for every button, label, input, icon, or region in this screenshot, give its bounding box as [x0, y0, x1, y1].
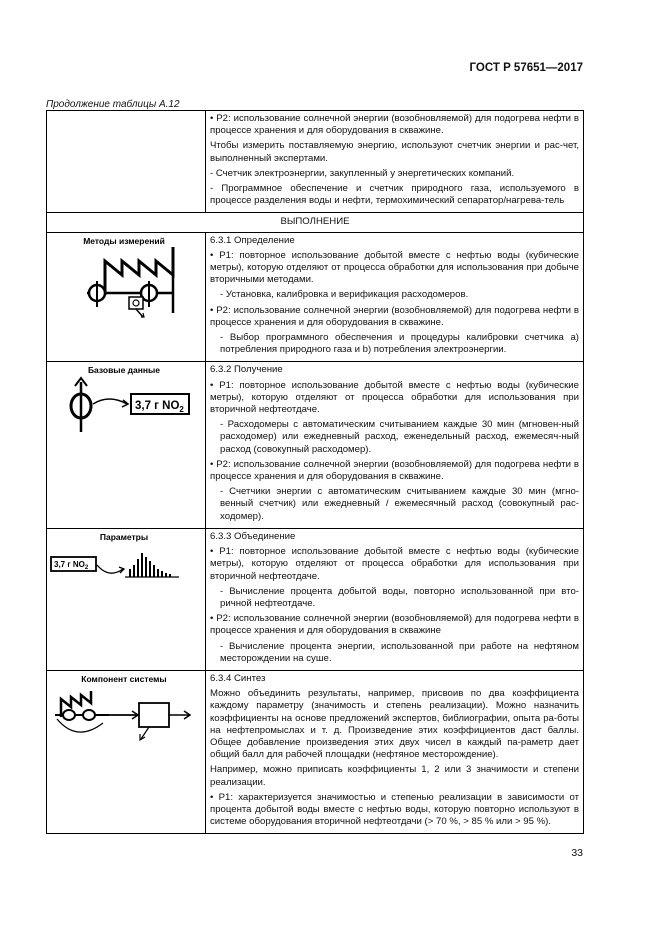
table-row	[47, 111, 584, 213]
histogram-icon	[129, 553, 171, 577]
row-heading: 6.3.1 Определение	[210, 234, 295, 246]
figure-label: Компонент системы	[81, 673, 167, 684]
curved-arrow-icon	[93, 399, 127, 404]
table-row	[47, 232, 584, 362]
data-value: 3,7 г $NO_2$	[54, 559, 89, 571]
row-heading: 6.3.4 Синтез	[210, 672, 266, 684]
paragraph: • P1: повторное использование добытой вместе с нефтью воды (кубические метры), которую отделяют от процесса обработки для использования при вторичной нефтеотдаче.	[210, 379, 579, 416]
base-data-figure	[49, 364, 199, 444]
paragraph: - Программное обеспечение и счетчик природного газа, используемого в процессе разделения воды и нефти, термохимический сепаратор/нагрева-тель	[210, 183, 579, 207]
paragraph: - Вычисление процента энергии, использованной при работе на нефтяном месторождении на суше.	[220, 640, 579, 664]
sawtooth-graph-icon	[105, 247, 173, 295]
paragraph: • P2: использование солнечной энергии (возобновляемой) для подогрева нефти в процессе хранения и для оборудования в скважине.	[210, 458, 579, 483]
data-value: 3,7 г $NO_2$	[135, 400, 184, 415]
paragraph: • P1: повторное использование добытой вместе с нефтью воды (кубические метры), которую отделяют от процесса обработки для использования при добыче вторичными методами.	[210, 249, 579, 286]
figure-cell	[47, 232, 206, 362]
measurement-methods-figure	[49, 235, 199, 335]
flowmeter-icon	[63, 710, 75, 720]
curved-arrow-icon	[97, 565, 123, 573]
paragraph: Чтобы измерить поставляемую энергию, используют счетчик энергии и рас-чет, выполненный экспертами.	[210, 140, 579, 164]
paragraph: - Установка, калибровка и верификация расходомеров.	[220, 289, 469, 301]
paragraph: • P2: использование солнечной энергии (возобновляемой) для подогрева нефти в процессе хранения и для оборудования в скважине.	[210, 113, 579, 137]
paragraph: • P2: использование солнечной энергии (возобновляемой) для подогрева нефти в процессе хранения и для оборудования в скважине	[210, 613, 579, 637]
paragraph: - Вычисление процента добытой воды, повторно использованной при вто-ричной нефтеотдаче.	[220, 585, 579, 609]
page-number: 33	[571, 847, 583, 859]
arrow-icon	[136, 309, 143, 317]
methods-table	[46, 110, 584, 834]
curved-arrow-icon	[57, 719, 103, 732]
text-cell	[206, 232, 584, 362]
figure-cell	[47, 528, 206, 670]
paragraph: Например, можно приписать коэффициенты 1, 2 или 3 значимости и степени реализации.	[210, 764, 579, 788]
paragraph: - Расходомеры с автоматическим считыванием каждые 30 мин (мгновен-ный расходомер) или ежедневный расход, еженедельный расход, ежемесяч-ный расход (совокупный расходомер).	[220, 419, 579, 455]
section-row	[47, 213, 584, 232]
table-row	[47, 362, 584, 528]
paragraph: • P2: использование солнечной энергии (возобновляемой) для подогрева нефти в процессе хранения и для оборудования в скважине.	[210, 304, 579, 328]
figure-label: Методы измерений	[83, 235, 165, 246]
row-heading: 6.3.2 Получение	[210, 364, 283, 376]
paragraph: - Счетчики энергии с автоматическим считыванием каждые 30 мин (мгно-венный счетчик) или ежедневный / ежемесячный расход (совокупный рас-ходомер).	[220, 486, 579, 522]
paragraph: Можно объединить результаты, например, присвоив по два коэффициента каждому параметру (значимость и степень реализации). Можно назначить коэффициенты на основе предложений экспертов, библиографии, опыта ра-боты на нефтепромыслах и т. д. Произведение этих коэффициентов даст баллы. Общее добавление произведения этих двух чисел в каждый па-раметр дает общий балл для рабочей площадки (нефтяное месторождение).	[210, 688, 579, 761]
figure-label: Базовые данные	[87, 365, 161, 376]
parameters-figure	[49, 531, 199, 591]
paragraph: • P1: характеризуется значимостью и степенью реализации в зависимости от процента добытой воды вместе с нефтью воды, которую повторно используют в системе оборудования вторичной нефтеотдачи (> 70 %, > 85 % или > 95 %).	[210, 791, 579, 828]
text-cell	[206, 670, 584, 833]
standard-header: ГОСТ Р 57651—2017	[469, 62, 583, 74]
meter-box-icon	[129, 297, 143, 309]
table-row	[47, 528, 584, 670]
row-heading: 6.3.3 Объединение	[210, 530, 296, 542]
figure-cell	[47, 670, 206, 833]
system-component-figure	[49, 673, 199, 753]
system-box-icon	[139, 703, 169, 727]
flowmeter-icon	[83, 710, 95, 720]
figure-cell	[47, 362, 206, 528]
figure-label: Параметры	[99, 531, 149, 542]
text-cell	[206, 111, 584, 213]
text-cell	[206, 528, 584, 670]
table-row	[47, 670, 584, 833]
section-title: ВЫПОЛНЕНИЕ	[47, 213, 584, 232]
paragraph: - Счетчик электроэнергии, закупленный у энергетических компаний.	[210, 167, 515, 179]
paragraph: • P1: повторное использование добытой вместе с нефтью воды (кубические метры), которую отделяют от процесса обработки для использования при вторичной нефтеотдаче.	[210, 546, 579, 582]
text-cell	[206, 362, 584, 528]
empty-cell	[47, 111, 206, 213]
paragraph: - Выбор программного обеспечения и процедуры калибровки счетчика а) потребления природного газа и b) потребления электроэнергии.	[220, 332, 579, 356]
table-continuation-caption: Продолжение таблицы А.12	[46, 99, 180, 110]
